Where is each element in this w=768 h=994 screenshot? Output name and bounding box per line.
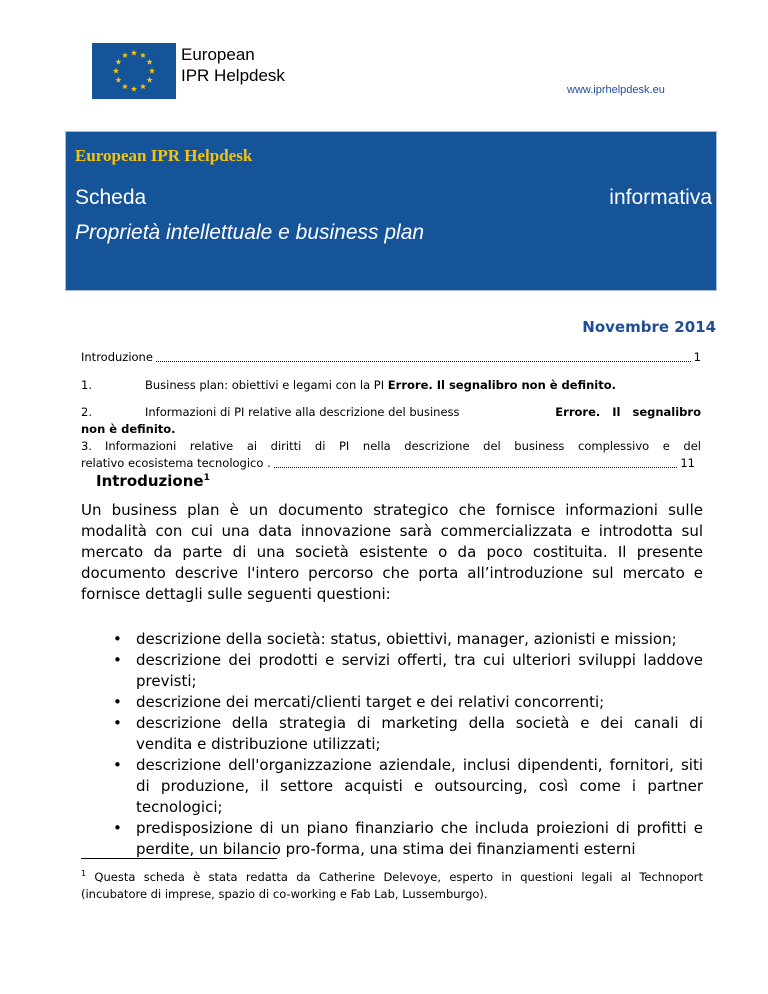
toc-label: Informazioni relative ai diritti di PI nella descrizione del business complessivo e del (105, 439, 701, 453)
banner-subtitle: European IPR Helpdesk (75, 146, 253, 165)
publication-date: Novembre 2014 (582, 318, 716, 336)
toc-entry-introduction[interactable] (81, 349, 701, 366)
document-title: Proprietà intellettuale e business plan (75, 221, 425, 244)
list-item-text: descrizione dell'organizzazione aziendale, inclusi dipendenti, fornitori, siti di produzione, il settore acquisti e outsourcing, così come i partner tecnologici; (136, 756, 703, 816)
toc-error: Errore. Il segnalibro non è definito. (387, 378, 617, 392)
toc-label: Introduzione (81, 350, 153, 364)
banner-title-left: Scheda (75, 186, 147, 209)
logo-line1: European (181, 45, 255, 64)
list-item-text: predisposizione di un piano finanziario che includa proiezioni di profitti e perdite, un bilancio pro-forma, una stima dei finanziamenti esterni (136, 819, 703, 858)
toc-number: 2. (81, 405, 92, 419)
toc-label-continued: relativo ecosistema tecnologico . (81, 456, 271, 470)
list-item (81, 818, 703, 860)
toc-entry-3[interactable] (81, 438, 701, 472)
footnote-separator (81, 858, 277, 859)
bullet-list (81, 629, 703, 860)
list-item-text: descrizione della società: status, obiettivi, manager, azionisti e mission; (136, 630, 677, 648)
toc-page: 11 (680, 456, 695, 470)
toc-entry-2[interactable] (81, 404, 701, 438)
toc-label: Informazioni di PI relative alla descrizione del business (145, 405, 460, 419)
bullet-icon: • (113, 819, 122, 837)
eu-flag-logo (92, 43, 176, 99)
bullet-icon: • (113, 693, 122, 711)
banner-title-right: informativa (609, 186, 712, 209)
list-item (81, 755, 703, 818)
logo-line2: IPR Helpdesk (181, 66, 285, 85)
list-item-text: descrizione della strategia di marketing della società e dei canali di vendita e distribuzione utilizzati; (136, 714, 703, 753)
section-heading-text: Introduzione (96, 472, 204, 490)
list-item (81, 692, 703, 713)
bullet-icon: • (113, 651, 122, 669)
footnote-number: 1 (81, 869, 87, 878)
toc-number: 1. (81, 378, 92, 392)
footnote-reference[interactable]: 1 (203, 473, 210, 483)
toc-error: Errore. Il segnalibro (555, 405, 701, 419)
footnote (81, 865, 703, 903)
toc-dot-leader (156, 361, 691, 362)
website-link[interactable]: www.iprhelpdesk.eu (567, 84, 665, 96)
title-banner (66, 132, 716, 290)
bullet-icon: • (113, 714, 122, 732)
bullet-icon: • (113, 630, 122, 648)
toc-dot-leader (274, 467, 678, 468)
toc-entry-1[interactable] (81, 377, 701, 394)
list-item-text: descrizione dei prodotti e servizi offerti, tra cui ulteriori sviluppi laddove previsti; (136, 651, 703, 690)
toc-number: 3. (81, 439, 92, 453)
list-item (81, 629, 703, 650)
list-item-text: descrizione dei mercati/clienti target e dei relativi concorrenti; (136, 693, 605, 711)
intro-paragraph: Un business plan è un documento strategico che fornisce informazioni sulle modalità con cui una data innovazione sarà commercializzata e introdotta sul mercato da parte di una società esistente o da poco costituita. Il presente documento descrive l'intero percorso che porta all’introduzione sul mercato e fornisce dettagli sulle seguenti questioni: (81, 501, 703, 603)
bullet-icon: • (113, 756, 122, 774)
footnote-text: Questa scheda è stata redatta da Catherine Delevoye, esperto in questioni legali al Technoport (incubatore di imprese, spazio di co-working e Fab Lab, Lussemburgo). (81, 869, 703, 901)
logo-text (181, 44, 285, 86)
toc-page: 1 (693, 350, 701, 364)
toc-label: Business plan: obiettivi e legami con la PI (145, 378, 388, 392)
toc-error-continued: non è definito. (81, 422, 176, 436)
section-heading (96, 472, 210, 490)
list-item (81, 713, 703, 755)
list-item (81, 650, 703, 692)
